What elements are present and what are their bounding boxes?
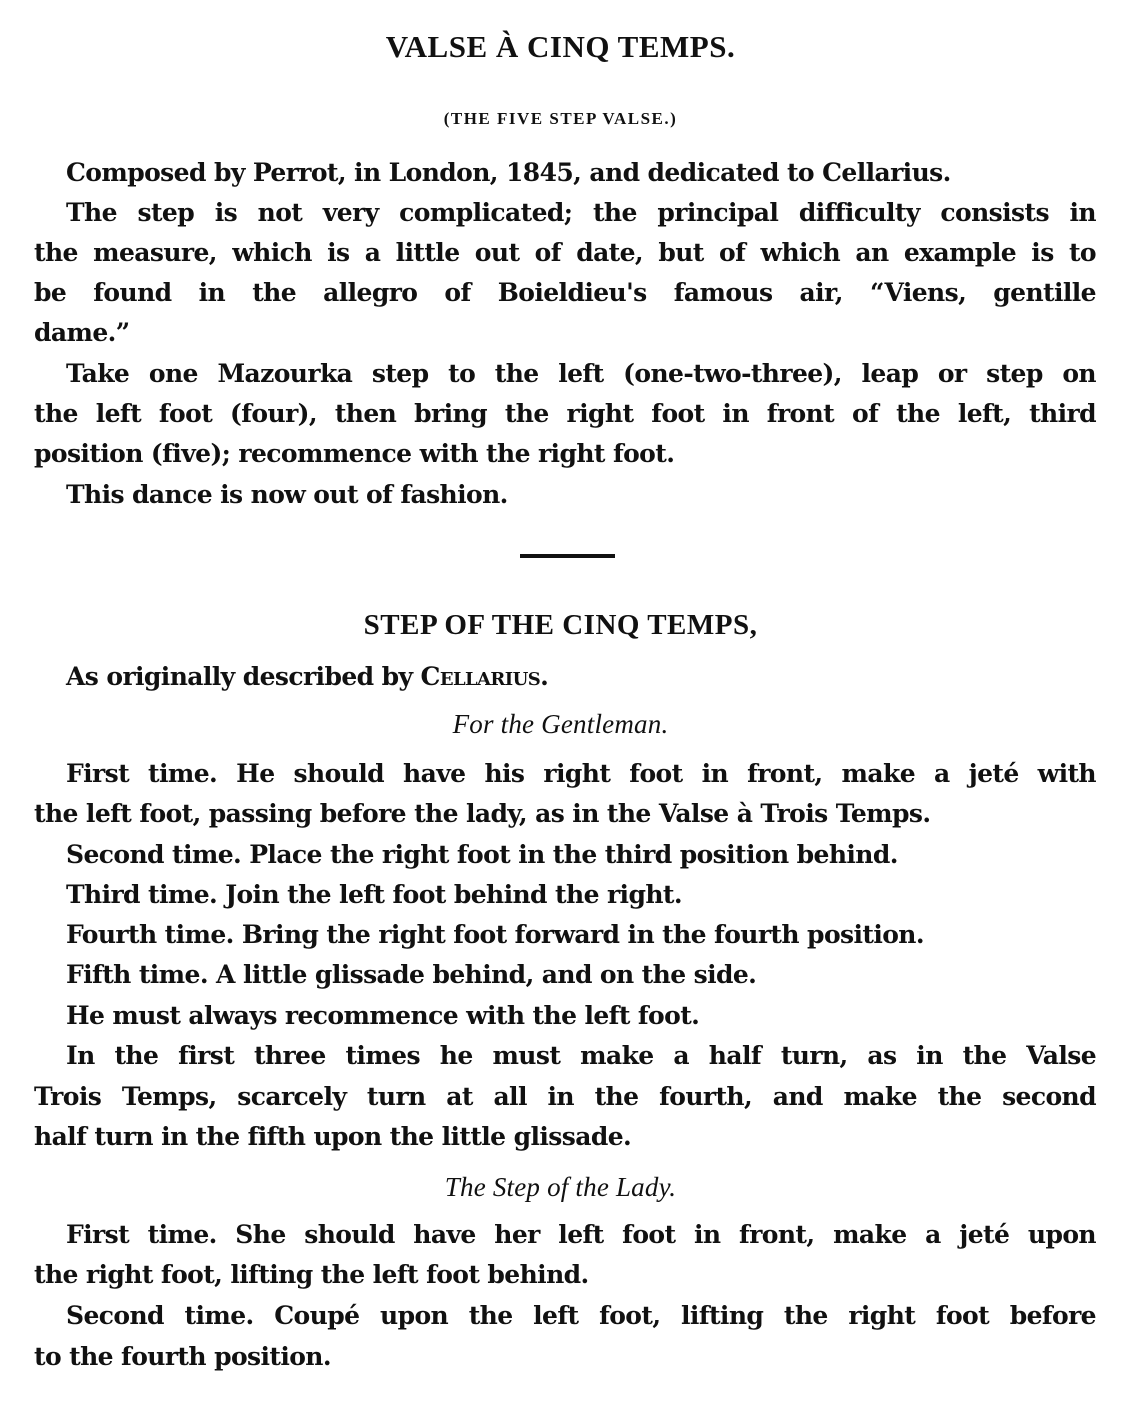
- section1-line-3: the measure, which is a little out of date, but of which an example is to: [34, 238, 1096, 267]
- gentleman-line-3: Second time. Place the right foot in the third position behind.: [66, 840, 898, 869]
- byline-author: Cellarius.: [420, 662, 549, 691]
- section2-byline: [66, 660, 1096, 694]
- gentleman-line-2: the left foot, passing before the lady, as in the Valse à Trois Temps.: [34, 799, 931, 828]
- section1-line-2: The step is not very complicated; the principal difficulty consists in: [66, 198, 1096, 227]
- gentleman-line-6: Fifth time. A little glissade behind, and on the side.: [66, 960, 757, 989]
- lady-line-4: to the fourth position.: [34, 1342, 331, 1371]
- lady-line-3: Second time. Coupé upon the left foot, lifting the right foot before: [66, 1301, 1096, 1330]
- lady-line-1: First time. She should have her left foot in front, make a jeté upon: [66, 1220, 1096, 1249]
- gentleman-line-10: half turn in the fifth upon the little glissade.: [34, 1122, 632, 1151]
- gentleman-line-8: In the first three times he must make a half turn, as in the Valse: [66, 1041, 1096, 1070]
- section2-title: STEP OF THE CINQ TEMPS,: [363, 609, 758, 641]
- gentleman-line-1: First time. He should have his right foot in front, make a jeté with: [66, 759, 1096, 788]
- section-divider-rule: [520, 554, 615, 558]
- section1-subtitle: (THE FIVE STEP VALSE.): [443, 109, 678, 128]
- gentleman-line-9: Trois Temps, scarcely turn at all in the fourth, and make the second: [34, 1082, 1096, 1111]
- section1-line-5: dame.”: [34, 318, 130, 347]
- gentleman-line-5: Fourth time. Bring the right foot forward in the fourth position.: [66, 920, 924, 949]
- section1-line-9: This dance is now out of fashion.: [66, 480, 508, 509]
- lady-heading: The Step of the Lady.: [444, 1172, 677, 1202]
- gentleman-heading: For the Gentleman.: [452, 709, 669, 739]
- section1-line-8: position (five); recommence with the right foot.: [34, 439, 675, 468]
- section1-line-1: Composed by Perrot, in London, 1845, and dedicated to Cellarius.: [66, 158, 951, 187]
- section1-title: VALSE À CINQ TEMPS.: [385, 29, 736, 64]
- section1-line-6: Take one Mazourka step to the left (one-two-three), leap or step on: [66, 359, 1096, 388]
- byline-prefix: As originally described by: [66, 662, 421, 691]
- lady-line-2: the right foot, lifting the left foot behind.: [34, 1260, 589, 1289]
- gentleman-line-4: Third time. Join the left foot behind the right.: [66, 880, 682, 909]
- section1-line-7: the left foot (four), then bring the right foot in front of the left, third: [34, 399, 1096, 428]
- gentleman-line-7: He must always recommence with the left foot.: [66, 1001, 700, 1030]
- section1-line-4: be found in the allegro of Boieldieu's famous air, “Viens, gentille: [34, 278, 1096, 307]
